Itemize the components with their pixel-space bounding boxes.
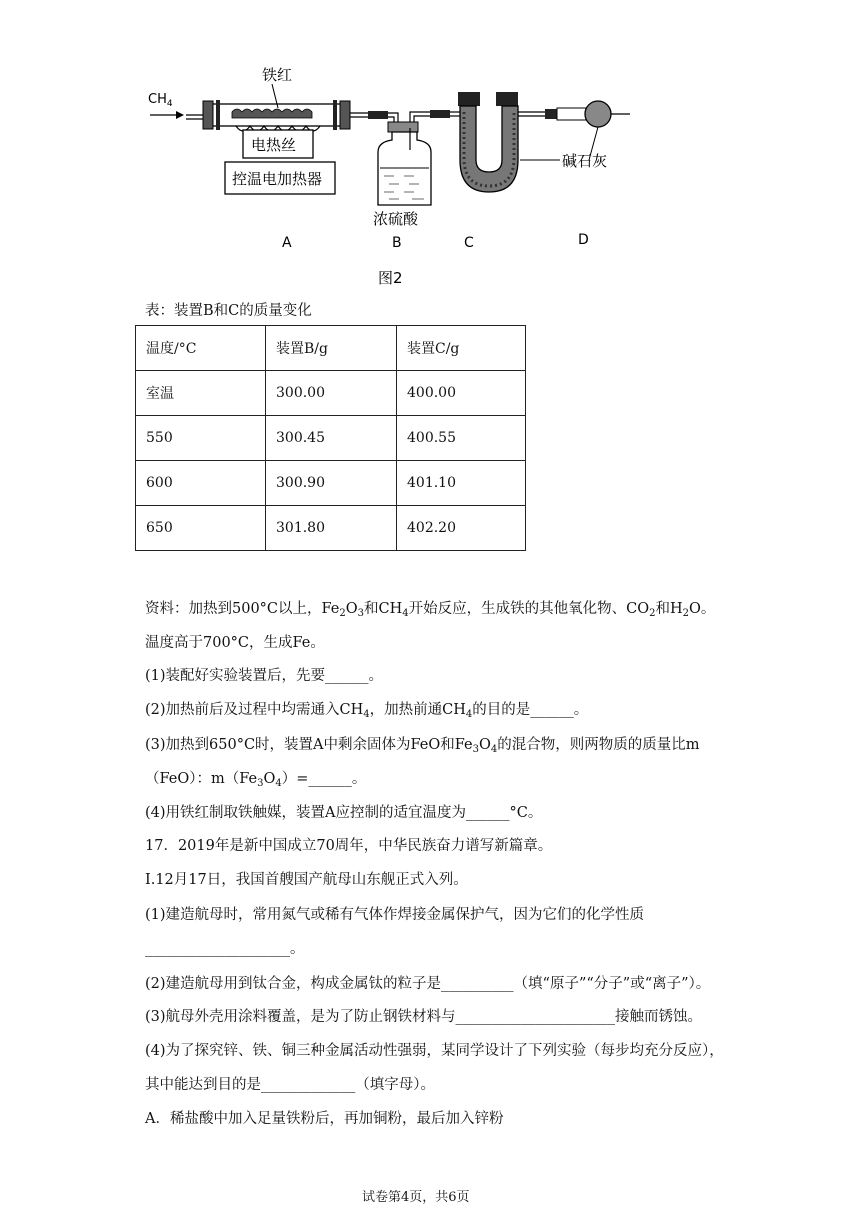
sub-question-1-line-2: ____________________。	[145, 941, 305, 957]
header-c: 装置C/g	[397, 326, 526, 371]
header-temp: 温度/°C	[136, 326, 266, 371]
cell: 301.80	[266, 506, 397, 551]
label-b: B	[392, 235, 402, 251]
reaction-tube-a	[203, 100, 350, 131]
iron-red-label: 铁红	[262, 66, 293, 84]
drying-tube-d	[545, 101, 630, 127]
question-4: (4)用铁红制取铁触媒，装置A应控制的适宜温度为______°C。	[145, 805, 543, 821]
cell: 650	[136, 506, 266, 551]
cell: 400.55	[397, 416, 526, 461]
question-3-line-2: （FeO）：$m(Fe_3O_4)=\_\_\_\_\_\_$。	[145, 771, 367, 789]
label-d: D	[578, 232, 589, 248]
question-2: (2)加热前后及过程中均需通入$CH_4$，加热前通$CH_4$的目的是______。	[145, 702, 589, 720]
conc-acid-label: 浓硫酸	[373, 210, 419, 228]
apparatus-figure	[0, 0, 860, 290]
info-line-2: 温度高于700°C，生成Fe。	[145, 635, 325, 651]
figure-caption: 图2	[378, 269, 403, 287]
ch4-label: $CH_4$	[148, 92, 173, 109]
label-c: C	[464, 235, 474, 251]
question-1: (1)装配好实验装置后，先要______。	[145, 668, 384, 684]
cell: 402.20	[397, 506, 526, 551]
label-a: A	[282, 235, 292, 251]
table-row	[136, 416, 526, 461]
cell: 550	[136, 416, 266, 461]
soda-lime-label: 碱石灰	[562, 152, 608, 170]
heating-wire-label: 电热丝	[251, 136, 297, 154]
question-3-line-1: (3)加热到650°C时，装置A中剩余固体为FeO和$Fe_3O_4$的混合物，则两物质的质量比m	[145, 737, 700, 755]
heater-label: 控温电加热器	[232, 170, 323, 188]
sub-question-4-line-2: 其中能达到目的是_____________（填字母）。	[145, 1077, 435, 1093]
wash-bottle-b	[378, 122, 431, 205]
sub-question-4-line-1: (4)为了探究锌、铁、铜三种金属活动性强弱，某同学设计了下列实验（每步均充分反应），	[145, 1043, 724, 1059]
option-a: A．稀盐酸中加入足量铁粉后，再加铜粉，最后加入锌粉	[145, 1111, 504, 1127]
sub-question-3: (3)航母外壳用涂料覆盖，是为了防止钢铁材料与______________________接触而锈蚀。	[145, 1009, 703, 1025]
cell: 室温	[136, 371, 266, 416]
info-line-1: 资料：加热到500°C以上，$Fe_2O_3$和$CH_4$开始反应，生成铁的其他氧化物、$CO_2$和$H_2O$。	[145, 601, 716, 619]
cell: 400.00	[397, 371, 526, 416]
cell: 300.00	[266, 371, 397, 416]
page-footer: 试卷第4页，共6页	[362, 1190, 470, 1205]
problem-17: 17．2019年是新中国成立70周年，中华民族奋力谱写新篇章。	[145, 838, 553, 854]
cell: 300.90	[266, 461, 397, 506]
table-caption: 表：装置B和C的质量变化	[145, 303, 312, 319]
sub-question-1-line-1: (1)建造航母时，常用氮气或稀有气体作焊接金属保护气，因为它们的化学性质	[145, 907, 645, 923]
mass-change-table	[135, 325, 526, 551]
u-tube-c	[458, 92, 518, 192]
table-header-row	[136, 326, 526, 371]
table-row	[136, 461, 526, 506]
cell: 600	[136, 461, 266, 506]
table-row	[136, 506, 526, 551]
cell: 300.45	[266, 416, 397, 461]
section-i: I.12月17日，我国首艘国产航母山东舰正式入列。	[145, 872, 468, 888]
sub-question-2: (2)建造航母用到钛合金，构成金属钛的粒子是__________（填“原子”“分子”或“离子”）。	[145, 976, 711, 992]
header-b: 装置B/g	[266, 326, 397, 371]
table-row	[136, 371, 526, 416]
cell: 401.10	[397, 461, 526, 506]
